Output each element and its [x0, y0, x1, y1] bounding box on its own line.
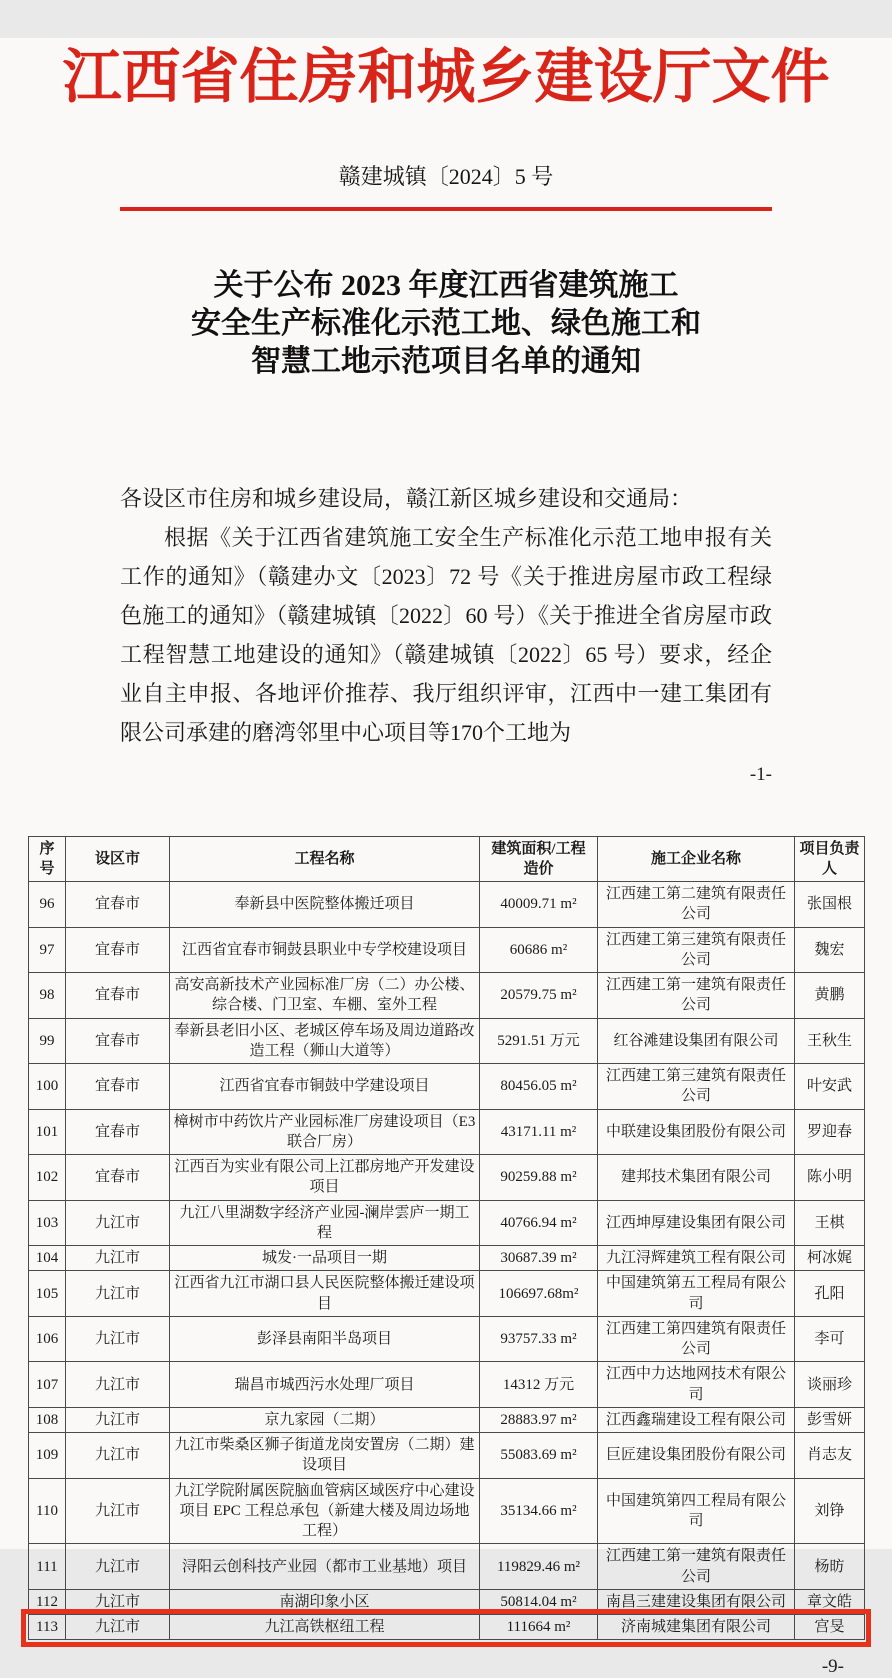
project-name-cell: 九江学院附属医院脑血管病区域医疗中心建设项目 EPC 工程总承包（新建大楼及周边场地工程）	[170, 1478, 480, 1544]
area-cost-cell: 93757.33 m²	[480, 1316, 598, 1362]
table-row	[29, 1246, 865, 1271]
seq-cell: 109	[29, 1433, 66, 1479]
city-cell: 宜春市	[66, 1155, 170, 1201]
city-cell: 九江市	[66, 1200, 170, 1246]
company-cell: 江西鑫瑞建设工程有限公司	[598, 1407, 795, 1432]
table-row	[29, 1316, 865, 1362]
project-name-cell: 瑞昌市城西污水处理厂项目	[170, 1362, 480, 1408]
area-cost-cell: 60686 m²	[480, 927, 598, 973]
table-row	[29, 1362, 865, 1408]
manager-cell: 柯冰娓	[795, 1246, 865, 1271]
manager-cell: 张国根	[795, 882, 865, 928]
manager-cell: 魏宏	[795, 927, 865, 973]
projects-table	[28, 836, 865, 1641]
salutation: 各设区市住房和城乡建设局，赣江新区城乡建设和交通局：	[120, 485, 693, 511]
city-cell: 宜春市	[66, 1109, 170, 1155]
project-name-cell: 浔阳云创科技产业园（都市工业基地）项目	[170, 1544, 480, 1590]
city-cell: 九江市	[66, 1589, 170, 1614]
city-cell: 九江市	[66, 1478, 170, 1544]
company-cell: 江西坤厚建设集团有限公司	[598, 1200, 795, 1246]
area-cost-cell: 40766.94 m²	[480, 1200, 598, 1246]
city-cell: 宜春市	[66, 1064, 170, 1110]
manager-cell: 孔阳	[795, 1271, 865, 1317]
city-cell: 九江市	[66, 1433, 170, 1479]
notice-body	[120, 479, 772, 752]
seq-cell: 98	[29, 973, 66, 1019]
city-cell: 九江市	[66, 1544, 170, 1590]
project-name-cell: 江西省宜春市铜鼓中学建设项目	[170, 1064, 480, 1110]
table-row	[29, 1615, 865, 1640]
projects-table-wrap	[28, 836, 864, 1641]
table-row	[29, 1064, 865, 1110]
table-row	[29, 1018, 865, 1064]
company-cell: 巨匠建设集团股份有限公司	[598, 1433, 795, 1479]
page-number-first: -1-	[749, 763, 772, 785]
table-row	[29, 882, 865, 928]
notice-title	[0, 267, 892, 381]
company-cell: 中国建筑第四工程局有限公司	[598, 1478, 795, 1544]
company-cell: 江西建工第三建筑有限责任公司	[598, 927, 795, 973]
area-cost-cell: 14312 万元	[480, 1362, 598, 1408]
notice-title-line-2: 安全生产标准化示范工地、绿色施工和	[191, 306, 701, 340]
seq-cell: 97	[29, 927, 66, 973]
manager-cell: 谈丽珍	[795, 1362, 865, 1408]
seq-cell: 103	[29, 1200, 66, 1246]
table-row	[29, 973, 865, 1019]
table-row	[29, 927, 865, 973]
manager-cell: 彭雪妍	[795, 1407, 865, 1432]
manager-cell: 罗迎春	[795, 1109, 865, 1155]
manager-cell: 李可	[795, 1316, 865, 1362]
col-header-manager: 项目负责人	[795, 836, 865, 882]
area-cost-cell: 50814.04 m²	[480, 1589, 598, 1614]
company-cell: 江西建工第一建筑有限责任公司	[598, 1544, 795, 1590]
company-cell: 江西建工第一建筑有限责任公司	[598, 973, 795, 1019]
table-row	[29, 1589, 865, 1614]
manager-cell: 肖志友	[795, 1433, 865, 1479]
project-name-cell: 江西省九江市湖口县人民医院整体搬迁建设项目	[170, 1271, 480, 1317]
seq-cell: 108	[29, 1407, 66, 1432]
city-cell: 宜春市	[66, 882, 170, 928]
area-cost-cell: 111664 m²	[480, 1615, 598, 1640]
project-name-cell: 奉新县中医院整体搬迁项目	[170, 882, 480, 928]
area-cost-cell: 119829.46 m²	[480, 1544, 598, 1590]
table-row	[29, 1155, 865, 1201]
table-header-row	[29, 836, 865, 882]
project-name-cell: 九江高铁枢纽工程	[170, 1615, 480, 1640]
project-name-cell: 江西百为实业有限公司上江郡房地产开发建设项目	[170, 1155, 480, 1201]
seq-cell: 110	[29, 1478, 66, 1544]
col-header-seq: 序号	[29, 836, 66, 882]
project-name-cell: 江西省宜春市铜鼓县职业中专学校建设项目	[170, 927, 480, 973]
company-cell: 中联建设集团股份有限公司	[598, 1109, 795, 1155]
table-row	[29, 1407, 865, 1432]
document-number: 赣建城镇〔2024〕5 号	[338, 163, 554, 189]
company-cell: 南昌三建建设集团有限公司	[598, 1589, 795, 1614]
project-name-cell: 南湖印象小区	[170, 1589, 480, 1614]
seq-cell: 112	[29, 1589, 66, 1614]
area-cost-cell: 55083.69 m²	[480, 1433, 598, 1479]
city-cell: 宜春市	[66, 927, 170, 973]
company-cell: 红谷滩建设集团有限公司	[598, 1018, 795, 1064]
manager-cell: 叶安武	[795, 1064, 865, 1110]
agency-title: 江西省住房和城乡建设厅文件	[62, 44, 830, 110]
area-cost-cell: 35134.66 m²	[480, 1478, 598, 1544]
manager-cell: 黄鹏	[795, 973, 865, 1019]
seq-cell: 96	[29, 882, 66, 928]
table-row	[29, 1271, 865, 1317]
seq-cell: 101	[29, 1109, 66, 1155]
projects-table-body	[29, 882, 865, 1640]
table-row	[29, 1109, 865, 1155]
seq-cell: 102	[29, 1155, 66, 1201]
project-name-cell: 樟树市中药饮片产业园标准厂房建设项目（E3 联合厂房）	[170, 1109, 480, 1155]
document-page	[0, 38, 892, 1678]
seq-cell: 105	[29, 1271, 66, 1317]
city-cell: 九江市	[66, 1362, 170, 1408]
seq-cell: 113	[29, 1615, 66, 1640]
table-row	[29, 1544, 865, 1590]
company-cell: 建邦技术集团有限公司	[598, 1155, 795, 1201]
notice-title-line-1: 关于公布 2023 年度江西省建筑施工	[213, 268, 679, 302]
project-name-cell: 九江八里湖数字经济产业园-澜岸雲庐一期工程	[170, 1200, 480, 1246]
area-cost-cell: 30687.39 m²	[480, 1246, 598, 1271]
page-number-bottom: -9-	[821, 1656, 844, 1678]
seq-cell: 106	[29, 1316, 66, 1362]
table-row	[29, 1433, 865, 1479]
company-cell: 江西建工第二建筑有限责任公司	[598, 882, 795, 928]
company-cell: 中国建筑第五工程局有限公司	[598, 1271, 795, 1317]
project-name-cell: 九江市柴桑区狮子街道龙岗安置房（二期）建设项目	[170, 1433, 480, 1479]
area-cost-cell: 80456.05 m²	[480, 1064, 598, 1110]
area-cost-cell: 90259.88 m²	[480, 1155, 598, 1201]
col-header-project: 工程名称	[170, 836, 480, 882]
city-cell: 九江市	[66, 1407, 170, 1432]
company-cell: 九江浔辉建筑工程有限公司	[598, 1246, 795, 1271]
area-cost-cell: 5291.51 万元	[480, 1018, 598, 1064]
manager-cell: 陈小明	[795, 1155, 865, 1201]
area-cost-cell: 20579.75 m²	[480, 973, 598, 1019]
col-header-company: 施工企业名称	[598, 836, 795, 882]
area-cost-cell: 106697.68m²	[480, 1271, 598, 1317]
city-cell: 九江市	[66, 1316, 170, 1362]
manager-cell: 章文皓	[795, 1589, 865, 1614]
notice-title-line-3: 智慧工地示范项目名单的通知	[251, 344, 641, 378]
area-cost-cell: 28883.97 m²	[480, 1407, 598, 1432]
company-cell: 济南城建集团有限公司	[598, 1615, 795, 1640]
seq-cell: 100	[29, 1064, 66, 1110]
seq-cell: 111	[29, 1544, 66, 1590]
col-header-city: 设区市	[66, 836, 170, 882]
company-cell: 江西建工第四建筑有限责任公司	[598, 1316, 795, 1362]
seq-cell: 104	[29, 1246, 66, 1271]
city-cell: 宜春市	[66, 973, 170, 1019]
company-cell: 江西建工第三建筑有限责任公司	[598, 1064, 795, 1110]
city-cell: 九江市	[66, 1246, 170, 1271]
company-cell: 江西中力达地网技术有限公司	[598, 1362, 795, 1408]
seq-cell: 99	[29, 1018, 66, 1064]
red-divider	[120, 207, 772, 211]
area-cost-cell: 40009.71 m²	[480, 882, 598, 928]
table-header	[29, 836, 865, 882]
manager-cell: 王棋	[795, 1200, 865, 1246]
project-name-cell: 彭泽县南阳半岛项目	[170, 1316, 480, 1362]
project-name-cell: 奉新县老旧小区、老城区停车场及周边道路改造工程（狮山大道等）	[170, 1018, 480, 1064]
manager-cell: 王秋生	[795, 1018, 865, 1064]
table-row	[29, 1478, 865, 1544]
manager-cell: 宫旻	[795, 1615, 865, 1640]
area-cost-cell: 43171.11 m²	[480, 1109, 598, 1155]
body-paragraph: 根据《关于江西省建筑施工安全生产标准化示范工地申报有关工作的通知》（赣建办文〔2023〕72 号《关于推进房屋市政工程绿色施工的通知》（赣建城镇〔2022〕60 号）《关于推进全省房屋市政工程智慧工地建设的通知》（赣建城镇〔2022〕65 号）要求，经企业自主申报、各地评价推荐、我厅组织评审，江西中一建工集团有限公司承建的磨湾邻里中心项目等170个工地为	[120, 524, 772, 745]
seq-cell: 107	[29, 1362, 66, 1408]
manager-cell: 刘铮	[795, 1478, 865, 1544]
city-cell: 九江市	[66, 1615, 170, 1640]
city-cell: 宜春市	[66, 1018, 170, 1064]
city-cell: 九江市	[66, 1271, 170, 1317]
project-name-cell: 京九家园（二期）	[170, 1407, 480, 1432]
project-name-cell: 高安高新技术产业园标准厂房（二）办公楼、综合楼、门卫室、车棚、室外工程	[170, 973, 480, 1019]
project-name-cell: 城发·一品项目一期	[170, 1246, 480, 1271]
col-header-area-cost: 建筑面积/工程造价	[480, 836, 598, 882]
table-row	[29, 1200, 865, 1246]
manager-cell: 杨昉	[795, 1544, 865, 1590]
